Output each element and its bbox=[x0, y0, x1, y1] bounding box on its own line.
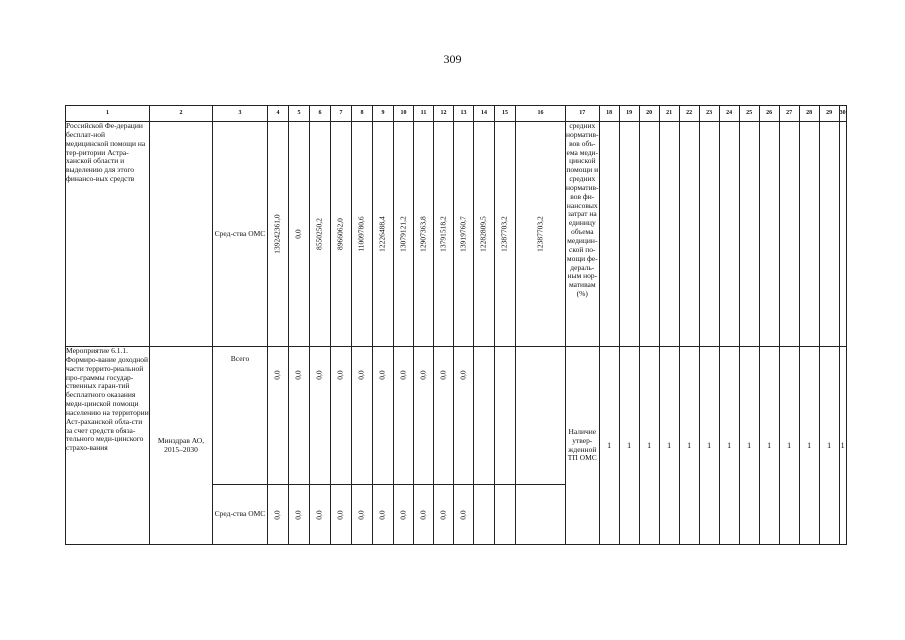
target-value: 1 bbox=[619, 347, 639, 545]
header-row bbox=[66, 106, 847, 122]
funding-value: 0,0 bbox=[335, 509, 345, 520]
funding-value: 13079121,2 bbox=[398, 216, 408, 252]
column-number-header: 3 bbox=[213, 106, 268, 122]
funding-value: 12387703,2 bbox=[499, 216, 509, 252]
column-number-header: 23 bbox=[699, 106, 719, 122]
funding-value: 8550250,2 bbox=[314, 218, 324, 250]
table-row bbox=[66, 122, 847, 347]
indicator-cell: средних норматив-вов объ-ема меди-цинской помощи и средних норматив-вов фи-нансовых затрат на единицу объема медицин-ской по-мощи фе-дераль-ным нор-мативам (%) bbox=[566, 122, 600, 347]
column-number-header: 12 bbox=[434, 106, 454, 122]
column-number-header: 15 bbox=[495, 106, 516, 122]
column-number-header: 8 bbox=[352, 106, 373, 122]
target-value: 1 bbox=[599, 347, 619, 545]
funding-value: 0,0 bbox=[356, 370, 366, 380]
target-value: 1 bbox=[839, 347, 846, 545]
column-number-header: 24 bbox=[719, 106, 739, 122]
executor-cell bbox=[150, 122, 213, 347]
column-number-header: 13 bbox=[454, 106, 474, 122]
funding-value: 0,0 bbox=[314, 370, 324, 380]
funding-value: 0,0 bbox=[293, 370, 303, 380]
funding-source-cell: Сред-ства ОМС bbox=[213, 485, 268, 545]
column-number-header: 16 bbox=[516, 106, 566, 122]
funding-value bbox=[474, 347, 495, 485]
funding-value: 0,0 bbox=[293, 509, 303, 520]
target-value: 1 bbox=[639, 347, 659, 545]
funding-value: 13919760,7 bbox=[458, 216, 468, 252]
funding-value bbox=[495, 347, 516, 485]
column-number-header: 28 bbox=[799, 106, 819, 122]
funding-value: 0,0 bbox=[314, 509, 324, 520]
funding-value: 12907363,8 bbox=[418, 216, 428, 252]
funding-value: 0,0 bbox=[272, 509, 282, 520]
column-number-header: 29 bbox=[819, 106, 839, 122]
column-number-header: 4 bbox=[268, 106, 289, 122]
target-value: 1 bbox=[799, 347, 819, 545]
column-number-header: 5 bbox=[289, 106, 310, 122]
target-value: 1 bbox=[759, 347, 779, 545]
funding-value: 0,0 bbox=[458, 370, 468, 380]
target-value: 1 bbox=[779, 347, 799, 545]
indicator-cell: Наличие утвер-жденной ТП ОМС bbox=[566, 347, 600, 545]
funding-value: 0,0 bbox=[335, 370, 345, 380]
funding-value: 0,0 bbox=[272, 370, 282, 380]
column-number-header: 6 bbox=[310, 106, 331, 122]
funding-value: 0,0 bbox=[438, 370, 448, 380]
funding-value: 0,0 bbox=[438, 509, 448, 520]
column-number-header: 9 bbox=[373, 106, 394, 122]
target-value: 1 bbox=[679, 347, 699, 545]
funding-value: 0,0 bbox=[418, 509, 428, 520]
column-number-header: 7 bbox=[331, 106, 352, 122]
column-number-header: 30 bbox=[839, 106, 846, 122]
column-number-header: 17 bbox=[566, 106, 600, 122]
measure-name-cell: Российской Фе-дерации бесплат-ной медицинской помощи на тер-ритории Астра-ханской области и выделению для этого финансо-вых средств bbox=[66, 122, 150, 347]
column-number-header: 27 bbox=[779, 106, 799, 122]
funding-source-cell: Сред-ства ОМС bbox=[213, 122, 268, 347]
column-number-header: 25 bbox=[739, 106, 759, 122]
column-number-header: 1 bbox=[66, 106, 150, 122]
funding-value: 0,0 bbox=[377, 509, 387, 520]
funding-value: 139242361,0 bbox=[272, 214, 282, 254]
funding-value: 0,0 bbox=[377, 370, 387, 380]
funding-value bbox=[516, 347, 566, 485]
funding-value bbox=[495, 485, 516, 545]
funding-value: 12282809,5 bbox=[478, 216, 488, 252]
page-number: 309 bbox=[443, 52, 462, 66]
funding-value: 0,0 bbox=[398, 509, 408, 520]
column-number-header: 20 bbox=[639, 106, 659, 122]
program-table bbox=[65, 105, 847, 545]
funding-value: 0,0 bbox=[293, 229, 303, 239]
column-number-header: 14 bbox=[474, 106, 495, 122]
funding-value: 13791518,2 bbox=[438, 216, 448, 252]
target-value: 1 bbox=[739, 347, 759, 545]
column-number-header: 18 bbox=[599, 106, 619, 122]
funding-value: 0,0 bbox=[418, 370, 428, 380]
column-number-header: 22 bbox=[679, 106, 699, 122]
target-value: 1 bbox=[719, 347, 739, 545]
table-row bbox=[66, 347, 847, 485]
funding-value: 11009780,6 bbox=[356, 216, 366, 252]
funding-value: 12226488,4 bbox=[377, 216, 387, 252]
funding-value: 0,0 bbox=[356, 509, 366, 520]
target-value: 1 bbox=[819, 347, 839, 545]
funding-value: 0,0 bbox=[458, 509, 468, 520]
column-number-header: 26 bbox=[759, 106, 779, 122]
column-number-header: 11 bbox=[414, 106, 434, 122]
funding-value: 0,0 bbox=[398, 370, 408, 380]
funding-value bbox=[474, 485, 495, 545]
column-number-header: 2 bbox=[150, 106, 213, 122]
column-number-header: 10 bbox=[394, 106, 414, 122]
funding-value bbox=[516, 485, 566, 545]
measure-name-cell: Мероприятие 6.1.1. Формиро-вание доходной части террито-риальной про-граммы государ-ственных гаран-тий бесплатного оказания меди-цинской помощи населению на территории Аст-раханской обла-сти за счет средств обяза-тельного меди-цинского страхо-вания bbox=[66, 347, 150, 545]
funding-source-cell: Всего bbox=[213, 347, 268, 485]
funding-value: 8966062,0 bbox=[335, 218, 345, 250]
funding-value: 12387703,2 bbox=[535, 216, 545, 252]
executor-cell: Минздрав АО, 2015–2030 bbox=[150, 347, 213, 545]
target-value: 1 bbox=[699, 347, 719, 545]
column-number-header: 19 bbox=[619, 106, 639, 122]
target-value: 1 bbox=[659, 347, 679, 545]
column-number-header: 21 bbox=[659, 106, 679, 122]
